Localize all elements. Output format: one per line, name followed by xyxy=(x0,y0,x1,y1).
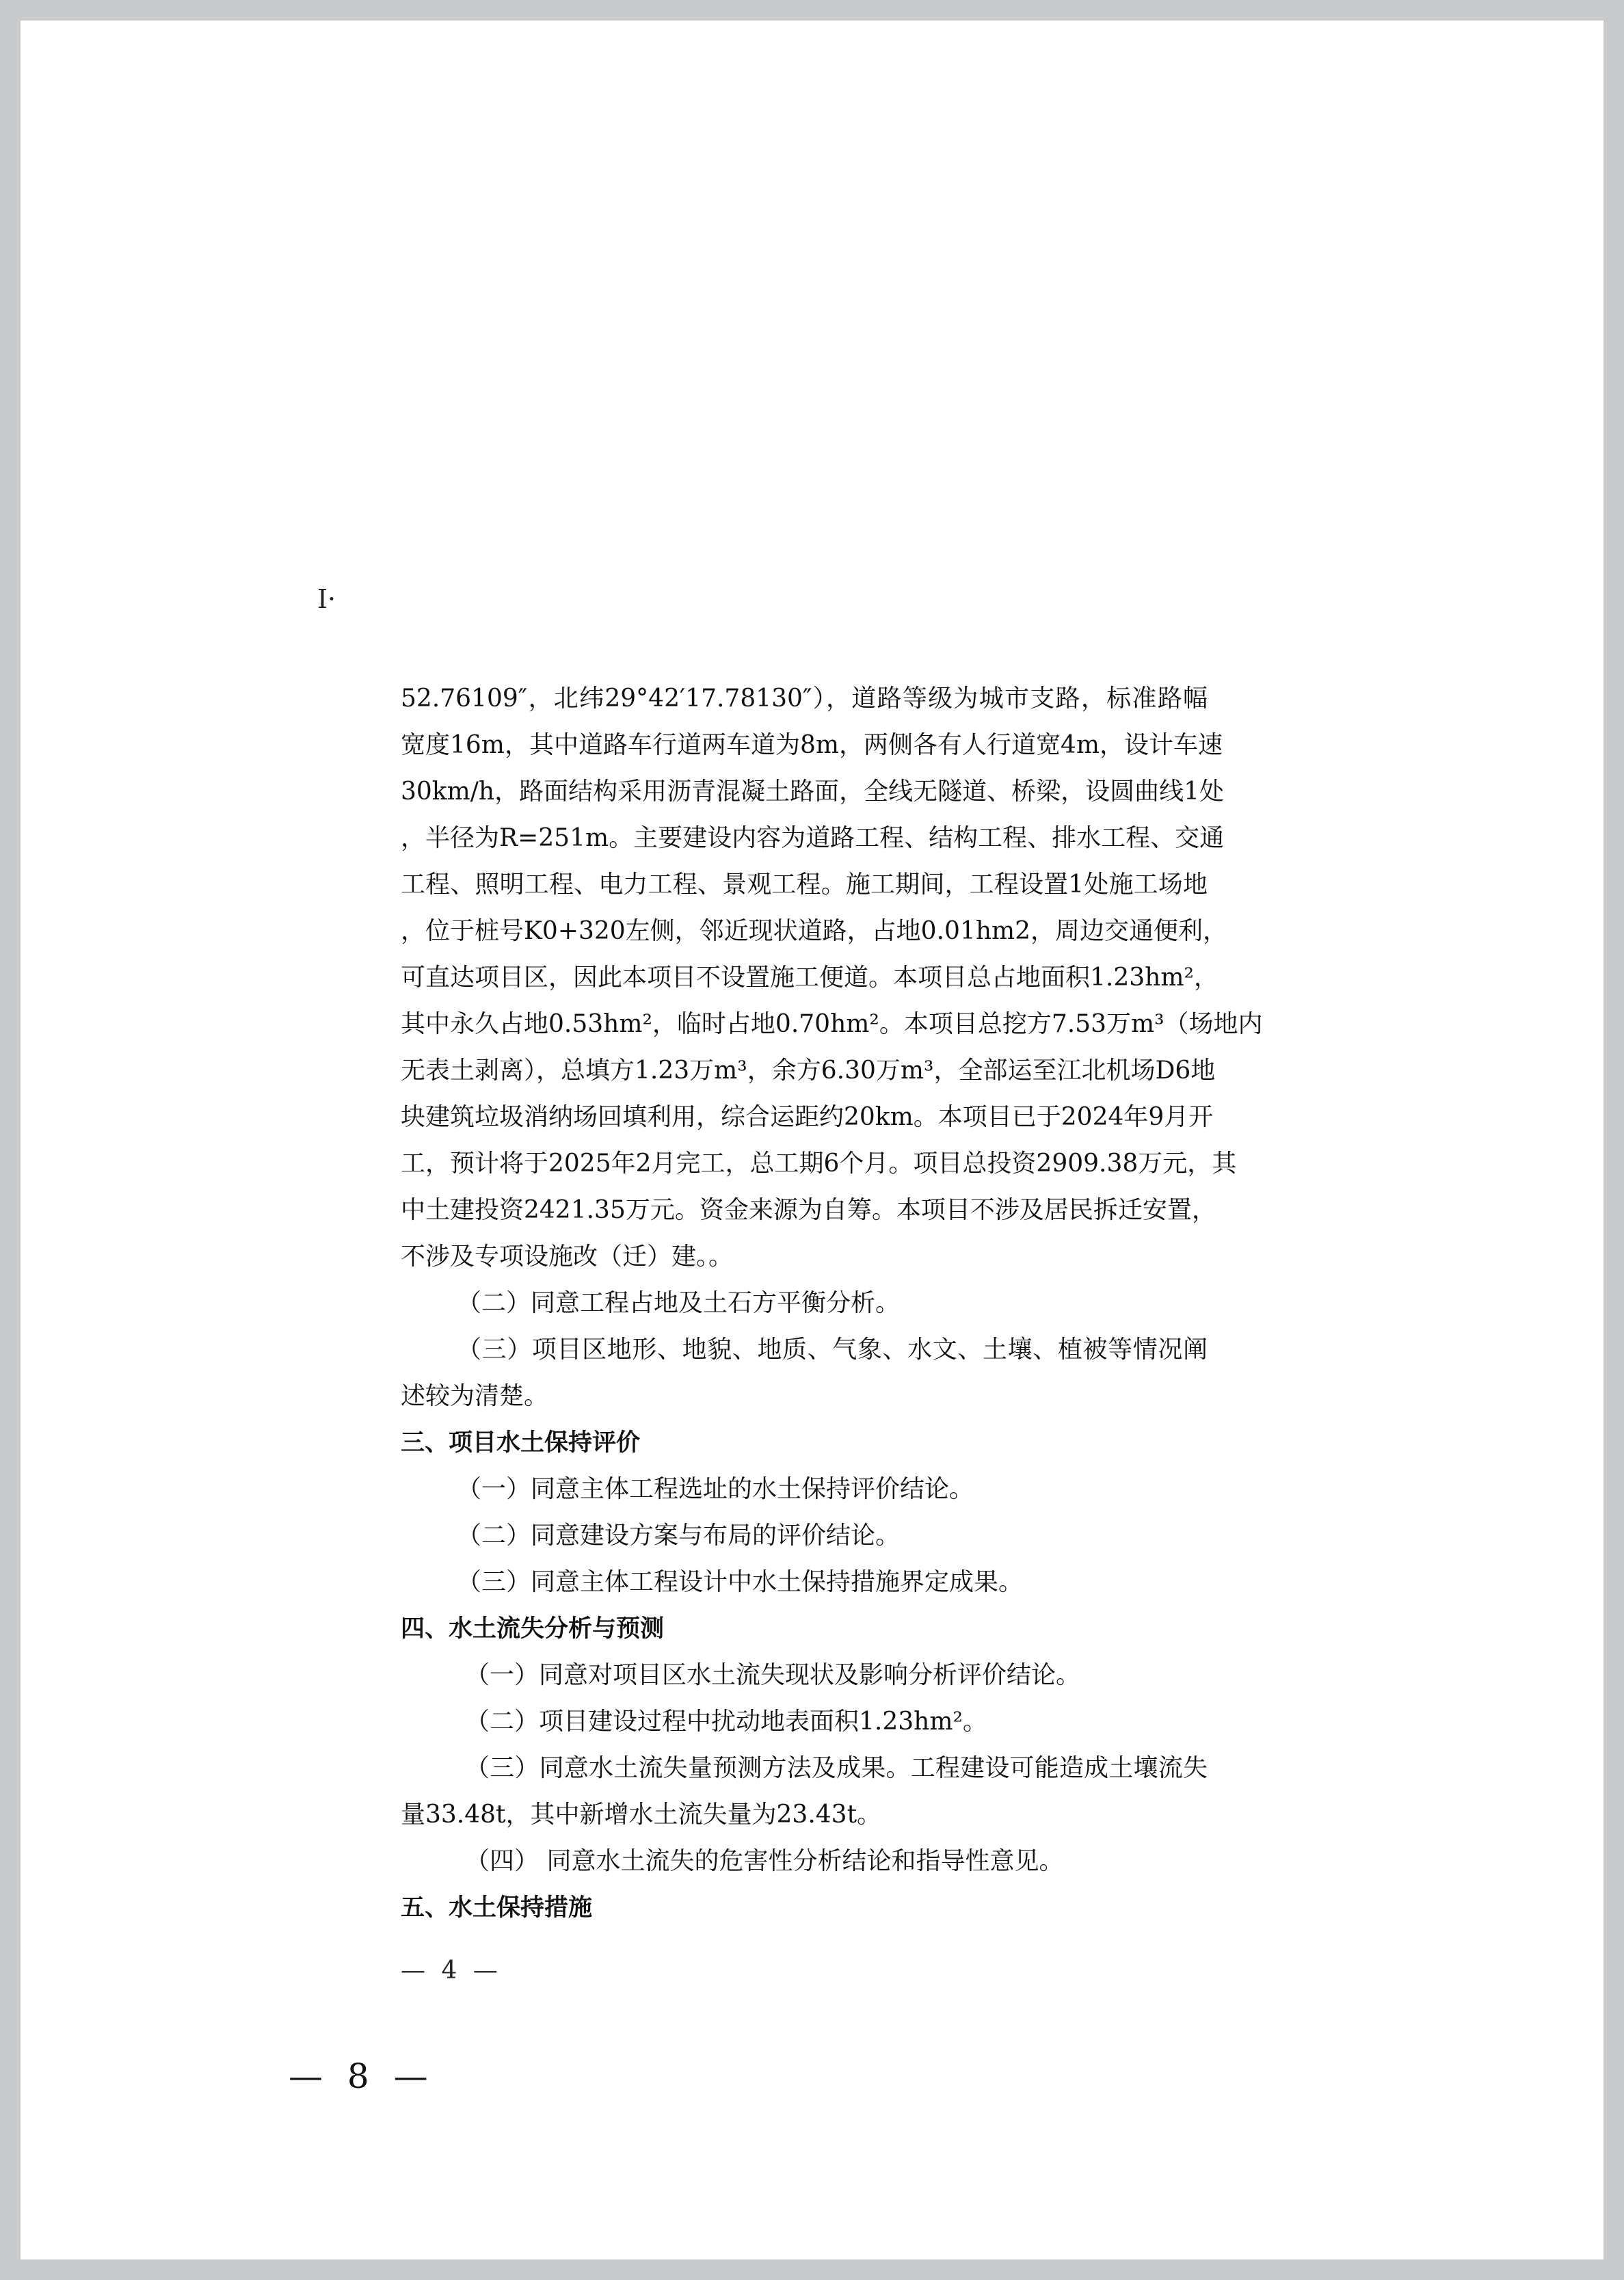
outer-page-number: — 8 — xyxy=(289,2056,435,2096)
text-line: 可直达项目区，因此本项目不设置施工便道。本项目总占地面积1.23hm²， xyxy=(401,964,1219,992)
text-line: 宽度16m，其中道路车行道两车道为8m，两侧各有人行道宽4m，设计车速 xyxy=(401,731,1223,759)
text-line: ，位于桩号K0+320左侧，邻近现状道路，占地0.01hm2，周边交通便利， xyxy=(401,917,1228,945)
text-line: 30km/h，路面结构采用沥青混凝土路面，全线无隧道、桥梁，设圆曲线1处 xyxy=(401,778,1224,806)
text-line: （三）同意主体工程设计中水土保持措施界定成果。 xyxy=(457,1568,1024,1596)
text-line: （一）同意对项目区水土流失现状及影响分析评价结论。 xyxy=(465,1661,1081,1689)
scan-mark: I· xyxy=(317,584,336,614)
text-line: ，半径为R=251m。主要建设内容为道路工程、结构工程、排水工程、交通 xyxy=(401,824,1225,852)
document-page xyxy=(21,21,1603,2259)
text-line: （三）项目区地形、地貌、地质、气象、水文、土壤、植被等情况阐 xyxy=(457,1336,1208,1364)
text-line: （四） 同意水土流失的危害性分析结论和指导性意见。 xyxy=(465,1847,1064,1875)
text-line: （一）同意主体工程选址的水土保持评价结论。 xyxy=(457,1475,974,1503)
section-heading: 三、项目水土保持评价 xyxy=(401,1429,641,1457)
inner-page-number: — 4 — xyxy=(401,1957,502,1985)
section-heading: 五、水土保持措施 xyxy=(401,1894,593,1922)
text-line: 52.76109″，北纬29°42′17.78130″），道路等级为城市支路，标准路幅 xyxy=(401,685,1208,713)
text-line: （二）项目建设过程中扰动地表面积1.23hm²。 xyxy=(465,1708,987,1736)
text-line: 中土建投资2421.35万元。资金来源为自筹。本项目不涉及居民拆迁安置， xyxy=(401,1196,1216,1224)
text-line: 块建筑垃圾消纳场回填利用，综合运距约20km。本项目已于2024年9月开 xyxy=(401,1103,1214,1131)
text-line: 工程、照明工程、电力工程、景观工程。施工期间，工程设置1处施工场地 xyxy=(401,871,1208,899)
text-line: 述较为清楚。 xyxy=(401,1382,549,1410)
text-line: （三）同意水土流失量预测方法及成果。工程建设可能造成土壤流失 xyxy=(465,1754,1208,1782)
text-line: （二）同意建设方案与布局的评价结论。 xyxy=(457,1522,901,1550)
text-line: 其中永久占地0.53hm²，临时占地0.70hm²。本项目总挖方7.53万m³（场地内 xyxy=(401,1010,1263,1038)
text-line: （二）同意工程占地及土石方平衡分析。 xyxy=(457,1289,901,1317)
text-line: 无表土剥离），总填方1.23万m³，余方6.30万m³，全部运至江北机场D6地 xyxy=(401,1057,1216,1085)
text-line: 工，预计将于2025年2月完工，总工期6个月。项目总投资2909.38万元，其 xyxy=(401,1150,1237,1178)
section-heading: 四、水土流失分析与预测 xyxy=(401,1615,665,1643)
text-line: 不涉及专项设施改（迁）建。。 xyxy=(401,1243,734,1271)
text-line: 量33.48t，其中新增水土流失量为23.43t。 xyxy=(401,1801,882,1829)
